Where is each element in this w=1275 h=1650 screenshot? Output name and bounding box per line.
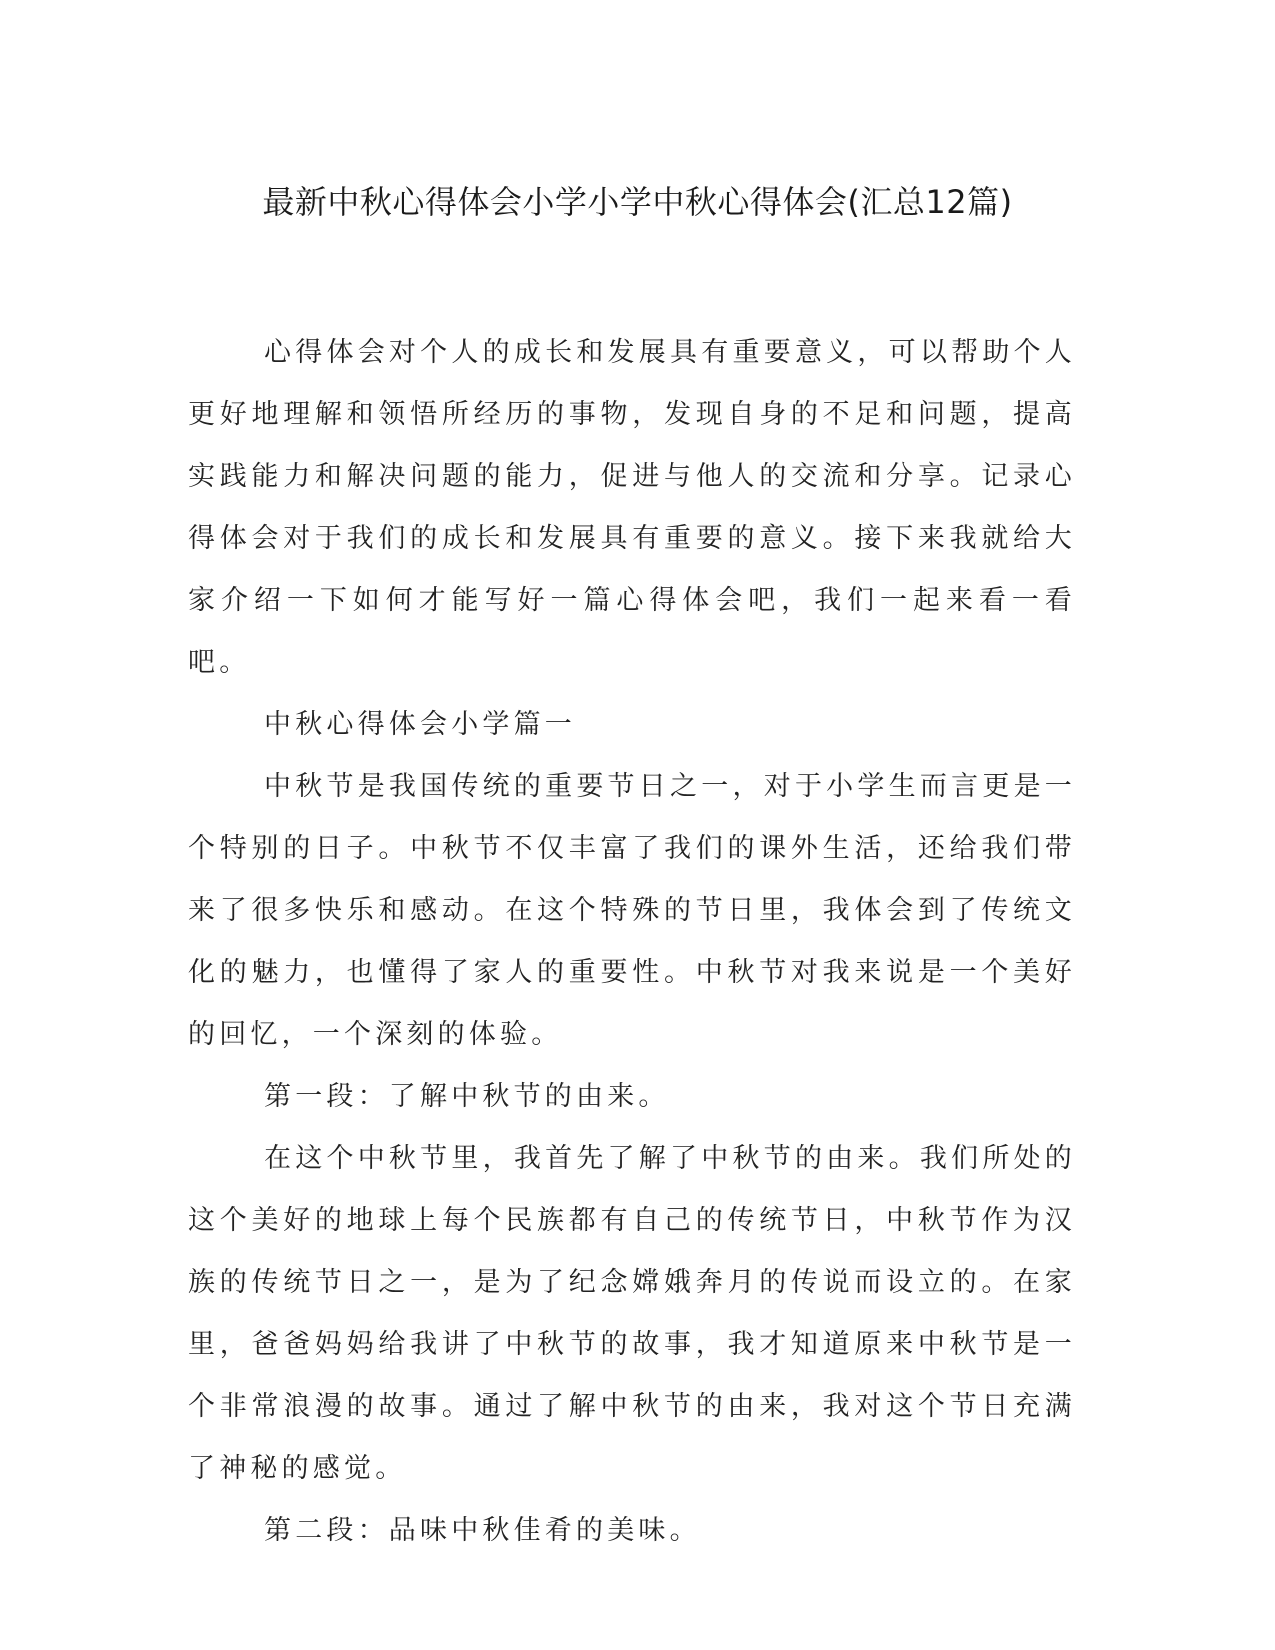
body-paragraph: 中秋节是我国传统的重要节日之一，对于小学生而言更是一个特别的日子。中秋节不仅丰富了我们的课外生活，还给我们带来了很多快乐和感动。在这个特殊的节日里，我体会到了传统文化的魅力，也懂得了家人的重要性。中秋节对我来说是一个美好的回忆，一个深刻的体验。 [188, 771, 1076, 1050]
subsection-heading-two: 第二段：品味中秋佳肴的美味。 [264, 1515, 701, 1546]
document-body [188, 322, 1076, 1562]
document-title: 最新中秋心得体会小学小学中秋心得体会(汇总12篇) [262, 183, 1013, 221]
subsection-heading-one: 第一段：了解中秋节的由来。 [264, 1081, 670, 1112]
intro-paragraph: 心得体会对个人的成长和发展具有重要意义，可以帮助个人更好地理解和领悟所经历的事物，发现自身的不足和问题，提高实践能力和解决问题的能力，促进与他人的交流和分享。记录心得体会对于我们的成长和发展具有重要的意义。接下来我就给大家介绍一下如何才能写好一篇心得体会吧，我们一起来看一看吧。 [188, 337, 1076, 678]
body-paragraph: 在这个中秋节里，我首先了解了中秋节的由来。我们所处的这个美好的地球上每个民族都有自己的传统节日，中秋节作为汉族的传统节日之一，是为了纪念嫦娥奔月的传说而设立的。在家里，爸爸妈妈给我讲了中秋节的故事，我才知道原来中秋节是一个非常浪漫的故事。通过了解中秋节的由来，我对这个节日充满了神秘的感觉。 [188, 1143, 1076, 1484]
section-heading-part-one: 中秋心得体会小学篇一 [264, 709, 576, 740]
